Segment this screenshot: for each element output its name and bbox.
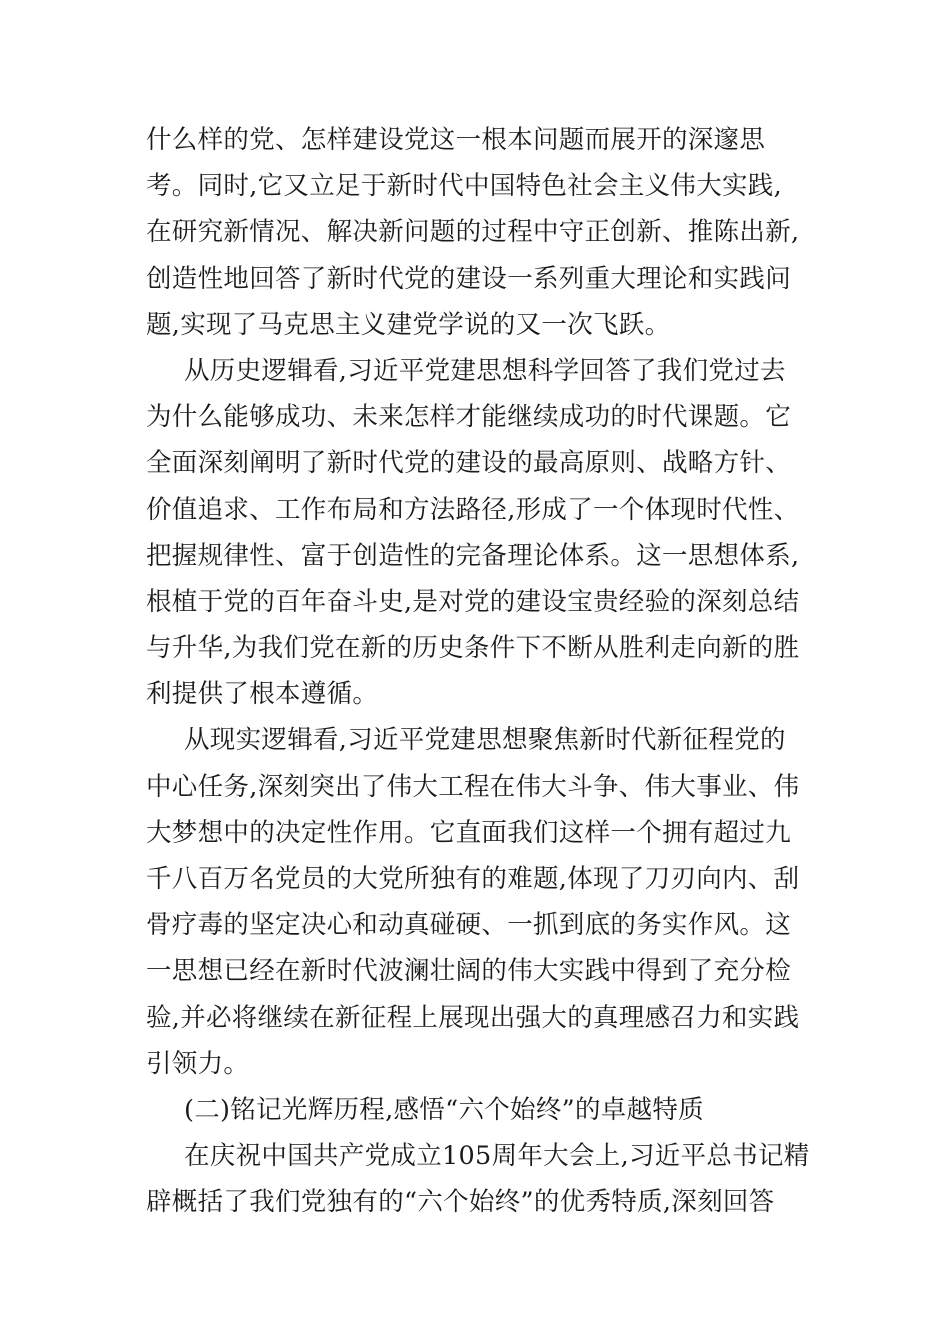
text-line: 与升华,为我们党在新的历史条件下不断从胜利走向新的胜	[146, 633, 800, 664]
paragraph-first-line: 从历史逻辑看,习近平党建思想科学回答了我们党过去	[184, 355, 786, 386]
section-heading: (二)铭记光辉历程,感悟“六个始终”的卓越特质	[184, 1094, 704, 1125]
text-line: 在研究新情况、解决新问题的过程中守正创新、推陈出新,	[146, 217, 800, 248]
text-line: 把握规律性、富于创造性的完备理论体系。这一思想体系,	[146, 540, 800, 571]
text-line: 中心任务,深刻突出了伟大工程在伟大斗争、伟大事业、伟	[146, 771, 800, 802]
text-line: 引领力。	[146, 1048, 250, 1079]
text-line: 验,并必将继续在新征程上展现出强大的真理感召力和实践	[146, 1002, 800, 1033]
text-line: 什么样的党、怎样建设党这一根本问题而展开的深邃思	[146, 125, 766, 155]
text-line: 千八百万名党员的大党所独有的难题,体现了刀刃向内、刮	[146, 864, 800, 894]
paragraph-first-line: 从现实逻辑看,习近平党建思想聚焦新时代新征程党的	[184, 725, 786, 756]
text-line: 题,实现了马克思主义建党学说的又一次飞跃。	[146, 309, 671, 340]
text-line: 价值追求、工作布局和方法路径,形成了一个体现时代性、	[146, 494, 800, 525]
text-line: 辟概括了我们党独有的“六个始终”的优秀特质,深刻回答	[146, 1187, 775, 1218]
text-line: 为什么能够成功、未来怎样才能继续成功的时代课题。它	[146, 402, 792, 433]
text-line: 骨疗毒的坚定决心和动真碰硬、一抓到底的务实作风。这	[146, 910, 792, 941]
paragraph-first-line: 在庆祝中国共产党成立105周年大会上,习近平总书记精	[184, 1141, 810, 1172]
text-line: 大梦想中的决定性作用。它直面我们这样一个拥有超过九	[146, 817, 792, 848]
body-text	[146, 117, 810, 1226]
text-line: 一思想已经在新时代波澜壮阔的伟大实践中得到了充分检	[146, 956, 792, 987]
text-line: 考。同时,它又立足于新时代中国特色社会主义伟大实践,	[146, 171, 783, 202]
text-line: 创造性地回答了新时代党的建设一系列重大理论和实践问	[146, 263, 792, 294]
text-line: 全面深刻阐明了新时代党的建设的最高原则、战略方针、	[146, 448, 792, 479]
text-line: 根植于党的百年奋斗史,是对党的建设宝贵经验的深刻总结	[146, 586, 800, 617]
text-line: 利提供了根本遵循。	[146, 679, 379, 710]
